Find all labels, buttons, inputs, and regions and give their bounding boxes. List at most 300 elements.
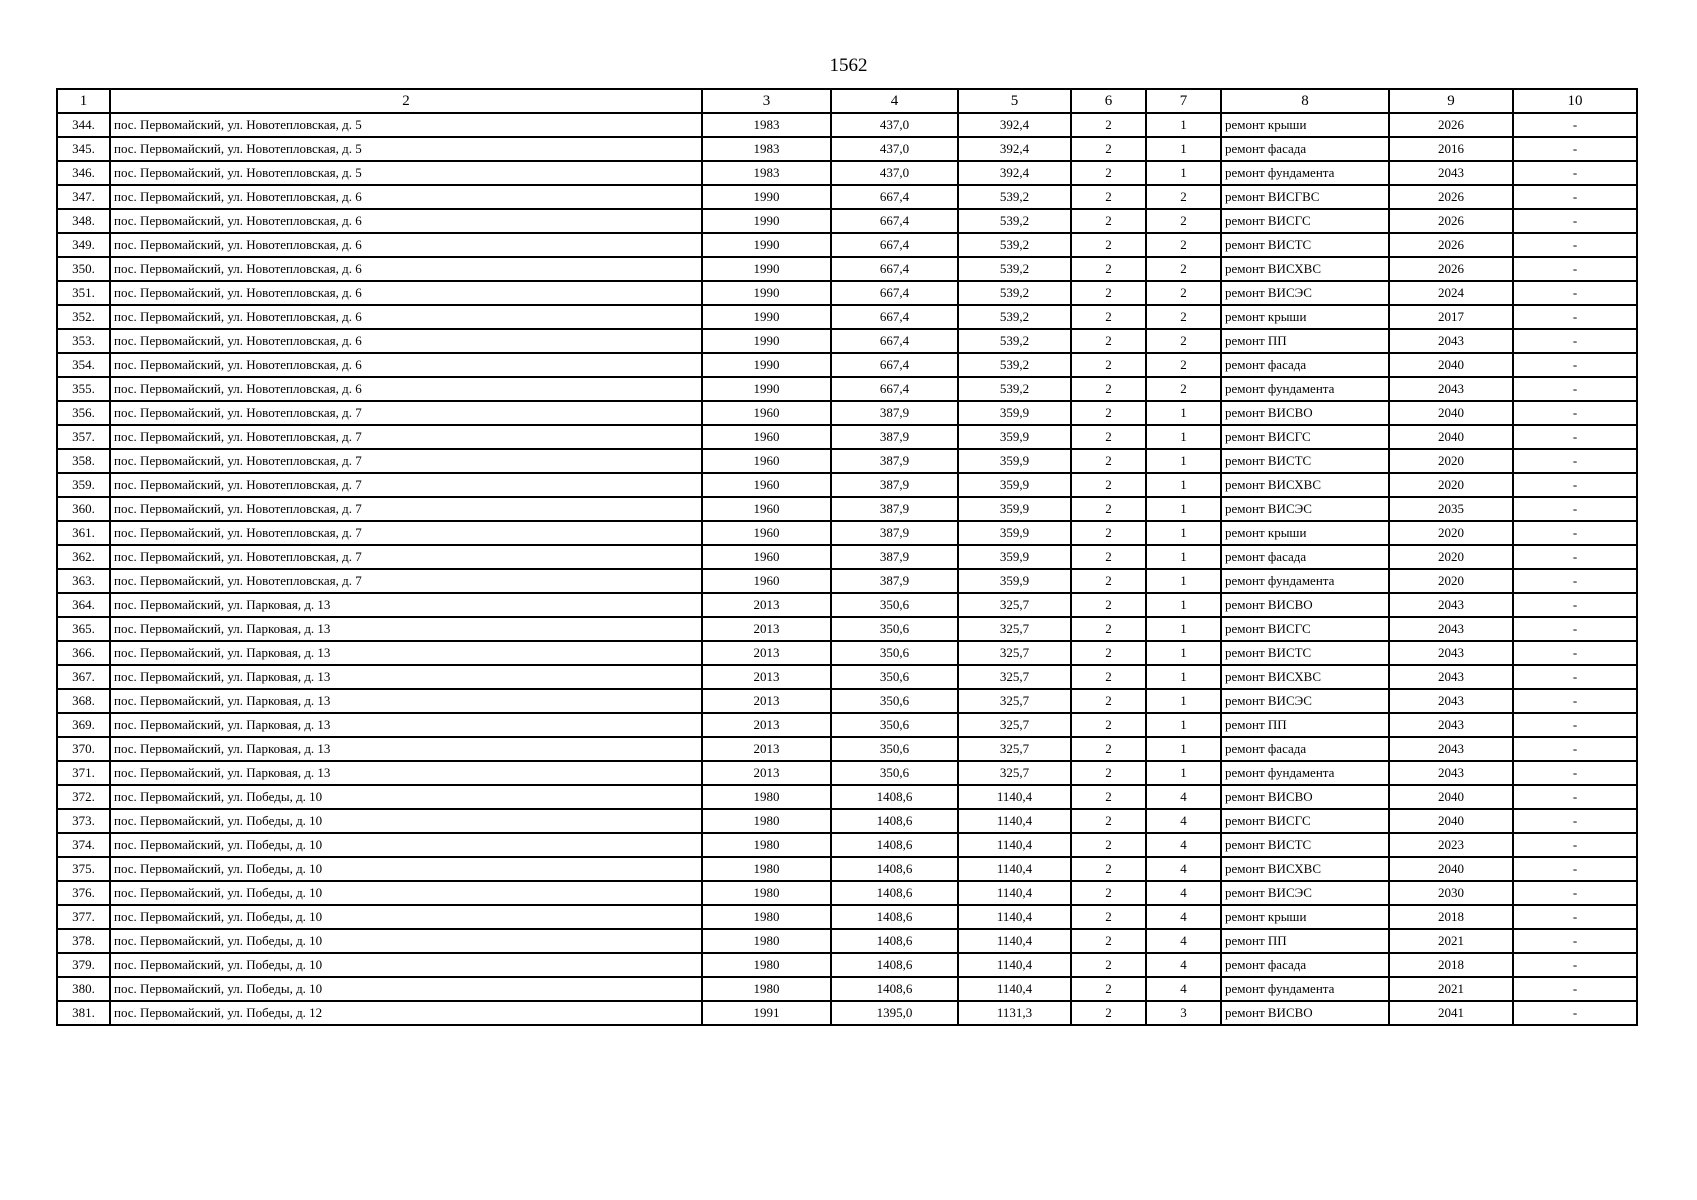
entrances-cell: 1 [1146, 665, 1221, 689]
note-cell: - [1513, 281, 1637, 305]
year-cell: 1960 [702, 401, 831, 425]
address-cell: пос. Первомайский, ул. Новотепловская, д. 5 [110, 137, 702, 161]
total-area-cell: 1408,6 [831, 857, 958, 881]
table-row [57, 881, 1637, 905]
column-header-7: 7 [1146, 89, 1221, 113]
floors-cell: 2 [1071, 1001, 1146, 1025]
total-area-cell: 350,6 [831, 713, 958, 737]
plan-year-cell: 2040 [1389, 857, 1513, 881]
plan-year-cell: 2018 [1389, 905, 1513, 929]
plan-year-cell: 2016 [1389, 137, 1513, 161]
row-number-cell: 378. [57, 929, 110, 953]
plan-year-cell: 2043 [1389, 617, 1513, 641]
note-cell: - [1513, 449, 1637, 473]
total-area-cell: 387,9 [831, 569, 958, 593]
address-cell: пос. Первомайский, ул. Новотепловская, д. 5 [110, 161, 702, 185]
table-row [57, 209, 1637, 233]
work-type-cell: ремонт ВИСГС [1221, 809, 1389, 833]
living-area-cell: 325,7 [958, 689, 1071, 713]
entrances-cell: 4 [1146, 881, 1221, 905]
row-number-cell: 363. [57, 569, 110, 593]
note-cell: - [1513, 161, 1637, 185]
note-cell: - [1513, 905, 1637, 929]
plan-year-cell: 2040 [1389, 809, 1513, 833]
row-number-cell: 374. [57, 833, 110, 857]
work-type-cell: ремонт крыши [1221, 113, 1389, 137]
year-cell: 1960 [702, 521, 831, 545]
address-cell: пос. Первомайский, ул. Парковая, д. 13 [110, 593, 702, 617]
table-row [57, 113, 1637, 137]
note-cell: - [1513, 953, 1637, 977]
floors-cell: 2 [1071, 449, 1146, 473]
work-type-cell: ремонт крыши [1221, 905, 1389, 929]
row-number-cell: 346. [57, 161, 110, 185]
note-cell: - [1513, 113, 1637, 137]
year-cell: 1980 [702, 905, 831, 929]
floors-cell: 2 [1071, 713, 1146, 737]
note-cell: - [1513, 257, 1637, 281]
floors-cell: 2 [1071, 905, 1146, 929]
living-area-cell: 539,2 [958, 281, 1071, 305]
address-cell: пос. Первомайский, ул. Новотепловская, д. 5 [110, 113, 702, 137]
note-cell: - [1513, 977, 1637, 1001]
row-number-cell: 367. [57, 665, 110, 689]
table-row [57, 809, 1637, 833]
year-cell: 1980 [702, 809, 831, 833]
living-area-cell: 539,2 [958, 305, 1071, 329]
floors-cell: 2 [1071, 137, 1146, 161]
address-cell: пос. Первомайский, ул. Победы, д. 10 [110, 953, 702, 977]
work-type-cell: ремонт ВИСГС [1221, 209, 1389, 233]
row-number-cell: 365. [57, 617, 110, 641]
entrances-cell: 2 [1146, 257, 1221, 281]
plan-year-cell: 2026 [1389, 209, 1513, 233]
total-area-cell: 350,6 [831, 689, 958, 713]
plan-year-cell: 2026 [1389, 185, 1513, 209]
address-cell: пос. Первомайский, ул. Новотепловская, д. 6 [110, 281, 702, 305]
entrances-cell: 1 [1146, 521, 1221, 545]
column-header-4: 4 [831, 89, 958, 113]
total-area-cell: 1408,6 [831, 809, 958, 833]
note-cell: - [1513, 713, 1637, 737]
entrances-cell: 4 [1146, 977, 1221, 1001]
table-header [57, 89, 1637, 113]
floors-cell: 2 [1071, 521, 1146, 545]
entrances-cell: 1 [1146, 425, 1221, 449]
total-area-cell: 1408,6 [831, 785, 958, 809]
page-number: 1562 [829, 55, 868, 76]
floors-cell: 2 [1071, 689, 1146, 713]
table-row [57, 785, 1637, 809]
note-cell: - [1513, 593, 1637, 617]
note-cell: - [1513, 353, 1637, 377]
living-area-cell: 1140,4 [958, 857, 1071, 881]
row-number-cell: 345. [57, 137, 110, 161]
total-area-cell: 350,6 [831, 737, 958, 761]
note-cell: - [1513, 185, 1637, 209]
note-cell: - [1513, 881, 1637, 905]
plan-year-cell: 2021 [1389, 977, 1513, 1001]
floors-cell: 2 [1071, 329, 1146, 353]
year-cell: 1990 [702, 329, 831, 353]
floors-cell: 2 [1071, 281, 1146, 305]
living-area-cell: 392,4 [958, 137, 1071, 161]
row-number-cell: 380. [57, 977, 110, 1001]
note-cell: - [1513, 209, 1637, 233]
address-cell: пос. Первомайский, ул. Победы, д. 10 [110, 881, 702, 905]
plan-year-cell: 2020 [1389, 521, 1513, 545]
note-cell: - [1513, 473, 1637, 497]
work-type-cell: ремонт ВИСГС [1221, 425, 1389, 449]
work-type-cell: ремонт крыши [1221, 305, 1389, 329]
living-area-cell: 392,4 [958, 113, 1071, 137]
table-row [57, 257, 1637, 281]
address-cell: пос. Первомайский, ул. Парковая, д. 13 [110, 737, 702, 761]
address-cell: пос. Первомайский, ул. Новотепловская, д. 7 [110, 521, 702, 545]
work-type-cell: ремонт ВИСВО [1221, 1001, 1389, 1025]
note-cell: - [1513, 305, 1637, 329]
floors-cell: 2 [1071, 305, 1146, 329]
address-cell: пос. Первомайский, ул. Парковая, д. 13 [110, 689, 702, 713]
entrances-cell: 2 [1146, 185, 1221, 209]
column-header-9: 9 [1389, 89, 1513, 113]
work-type-cell: ремонт ПП [1221, 713, 1389, 737]
entrances-cell: 2 [1146, 377, 1221, 401]
living-area-cell: 359,9 [958, 497, 1071, 521]
living-area-cell: 359,9 [958, 545, 1071, 569]
table-row [57, 713, 1637, 737]
year-cell: 1990 [702, 233, 831, 257]
row-number-cell: 347. [57, 185, 110, 209]
address-cell: пос. Первомайский, ул. Победы, д. 12 [110, 1001, 702, 1025]
table-row [57, 425, 1637, 449]
plan-year-cell: 2021 [1389, 929, 1513, 953]
living-area-cell: 359,9 [958, 473, 1071, 497]
floors-cell: 2 [1071, 977, 1146, 1001]
year-cell: 2013 [702, 761, 831, 785]
row-number-cell: 355. [57, 377, 110, 401]
plan-year-cell: 2017 [1389, 305, 1513, 329]
living-area-cell: 1140,4 [958, 809, 1071, 833]
floors-cell: 2 [1071, 401, 1146, 425]
year-cell: 1990 [702, 209, 831, 233]
table-row [57, 833, 1637, 857]
row-number-cell: 350. [57, 257, 110, 281]
total-area-cell: 667,4 [831, 257, 958, 281]
column-header-8: 8 [1221, 89, 1389, 113]
total-area-cell: 667,4 [831, 377, 958, 401]
table-row [57, 161, 1637, 185]
floors-cell: 2 [1071, 257, 1146, 281]
address-cell: пос. Первомайский, ул. Новотепловская, д. 6 [110, 329, 702, 353]
row-number-cell: 356. [57, 401, 110, 425]
table-row [57, 737, 1637, 761]
plan-year-cell: 2043 [1389, 737, 1513, 761]
floors-cell: 2 [1071, 425, 1146, 449]
row-number-cell: 359. [57, 473, 110, 497]
floors-cell: 2 [1071, 617, 1146, 641]
row-number-cell: 366. [57, 641, 110, 665]
table-row [57, 185, 1637, 209]
row-number-cell: 351. [57, 281, 110, 305]
plan-year-cell: 2043 [1389, 641, 1513, 665]
plan-year-cell: 2040 [1389, 401, 1513, 425]
address-cell: пос. Первомайский, ул. Новотепловская, д. 6 [110, 257, 702, 281]
entrances-cell: 4 [1146, 785, 1221, 809]
work-type-cell: ремонт ВИСХВС [1221, 857, 1389, 881]
living-area-cell: 539,2 [958, 257, 1071, 281]
address-cell: пос. Первомайский, ул. Новотепловская, д. 6 [110, 353, 702, 377]
living-area-cell: 1140,4 [958, 977, 1071, 1001]
column-header-6: 6 [1071, 89, 1146, 113]
table-row [57, 233, 1637, 257]
note-cell: - [1513, 233, 1637, 257]
address-cell: пос. Первомайский, ул. Новотепловская, д. 6 [110, 209, 702, 233]
living-area-cell: 1140,4 [958, 929, 1071, 953]
living-area-cell: 359,9 [958, 449, 1071, 473]
year-cell: 1960 [702, 545, 831, 569]
entrances-cell: 4 [1146, 953, 1221, 977]
entrances-cell: 1 [1146, 713, 1221, 737]
row-number-cell: 348. [57, 209, 110, 233]
work-type-cell: ремонт ПП [1221, 329, 1389, 353]
living-area-cell: 1140,4 [958, 953, 1071, 977]
address-cell: пос. Первомайский, ул. Парковая, д. 13 [110, 641, 702, 665]
floors-cell: 2 [1071, 185, 1146, 209]
year-cell: 1983 [702, 137, 831, 161]
plan-year-cell: 2018 [1389, 953, 1513, 977]
row-number-cell: 373. [57, 809, 110, 833]
floors-cell: 2 [1071, 161, 1146, 185]
year-cell: 1990 [702, 353, 831, 377]
table-row [57, 977, 1637, 1001]
row-number-cell: 372. [57, 785, 110, 809]
work-type-cell: ремонт ВИСХВС [1221, 665, 1389, 689]
year-cell: 1980 [702, 785, 831, 809]
plan-year-cell: 2020 [1389, 449, 1513, 473]
row-number-cell: 377. [57, 905, 110, 929]
table-row [57, 281, 1637, 305]
work-type-cell: ремонт ВИСЭС [1221, 689, 1389, 713]
plan-year-cell: 2030 [1389, 881, 1513, 905]
row-number-cell: 381. [57, 1001, 110, 1025]
floors-cell: 2 [1071, 641, 1146, 665]
register-table [56, 88, 1638, 1026]
note-cell: - [1513, 665, 1637, 689]
address-cell: пос. Первомайский, ул. Парковая, д. 13 [110, 665, 702, 689]
plan-year-cell: 2020 [1389, 545, 1513, 569]
living-area-cell: 1140,4 [958, 881, 1071, 905]
work-type-cell: ремонт ВИСГВС [1221, 185, 1389, 209]
address-cell: пос. Первомайский, ул. Победы, д. 10 [110, 809, 702, 833]
work-type-cell: ремонт фасада [1221, 137, 1389, 161]
entrances-cell: 1 [1146, 737, 1221, 761]
row-number-cell: 375. [57, 857, 110, 881]
year-cell: 1980 [702, 977, 831, 1001]
floors-cell: 2 [1071, 569, 1146, 593]
total-area-cell: 350,6 [831, 665, 958, 689]
row-number-cell: 354. [57, 353, 110, 377]
total-area-cell: 1408,6 [831, 881, 958, 905]
living-area-cell: 539,2 [958, 233, 1071, 257]
entrances-cell: 2 [1146, 281, 1221, 305]
entrances-cell: 1 [1146, 161, 1221, 185]
work-type-cell: ремонт фундамента [1221, 377, 1389, 401]
column-header-1: 1 [57, 89, 110, 113]
floors-cell: 2 [1071, 833, 1146, 857]
total-area-cell: 387,9 [831, 449, 958, 473]
table-row [57, 665, 1637, 689]
year-cell: 1980 [702, 929, 831, 953]
address-cell: пос. Первомайский, ул. Новотепловская, д. 7 [110, 545, 702, 569]
year-cell: 1990 [702, 257, 831, 281]
address-cell: пос. Первомайский, ул. Победы, д. 10 [110, 785, 702, 809]
row-number-cell: 379. [57, 953, 110, 977]
table-row [57, 137, 1637, 161]
table-body [57, 113, 1637, 1025]
work-type-cell: ремонт ВИСВО [1221, 593, 1389, 617]
note-cell: - [1513, 569, 1637, 593]
row-number-cell: 353. [57, 329, 110, 353]
year-cell: 1990 [702, 281, 831, 305]
total-area-cell: 437,0 [831, 137, 958, 161]
floors-cell: 2 [1071, 953, 1146, 977]
living-area-cell: 359,9 [958, 521, 1071, 545]
plan-year-cell: 2023 [1389, 833, 1513, 857]
entrances-cell: 3 [1146, 1001, 1221, 1025]
row-number-cell: 357. [57, 425, 110, 449]
address-cell: пос. Первомайский, ул. Парковая, д. 13 [110, 761, 702, 785]
address-cell: пос. Первомайский, ул. Новотепловская, д. 6 [110, 185, 702, 209]
plan-year-cell: 2043 [1389, 377, 1513, 401]
note-cell: - [1513, 401, 1637, 425]
table-row [57, 905, 1637, 929]
note-cell: - [1513, 761, 1637, 785]
living-area-cell: 325,7 [958, 641, 1071, 665]
note-cell: - [1513, 329, 1637, 353]
row-number-cell: 349. [57, 233, 110, 257]
year-cell: 2013 [702, 617, 831, 641]
entrances-cell: 1 [1146, 113, 1221, 137]
entrances-cell: 4 [1146, 929, 1221, 953]
address-cell: пос. Первомайский, ул. Победы, д. 10 [110, 857, 702, 881]
row-number-cell: 364. [57, 593, 110, 617]
plan-year-cell: 2026 [1389, 113, 1513, 137]
entrances-cell: 2 [1146, 209, 1221, 233]
living-area-cell: 539,2 [958, 185, 1071, 209]
row-number-cell: 368. [57, 689, 110, 713]
total-area-cell: 667,4 [831, 329, 958, 353]
plan-year-cell: 2026 [1389, 257, 1513, 281]
work-type-cell: ремонт ВИСТС [1221, 833, 1389, 857]
living-area-cell: 325,7 [958, 665, 1071, 689]
table-row [57, 545, 1637, 569]
note-cell: - [1513, 497, 1637, 521]
address-cell: пос. Первомайский, ул. Победы, д. 10 [110, 977, 702, 1001]
total-area-cell: 350,6 [831, 617, 958, 641]
work-type-cell: ремонт фундамента [1221, 761, 1389, 785]
total-area-cell: 387,9 [831, 401, 958, 425]
floors-cell: 2 [1071, 209, 1146, 233]
note-cell: - [1513, 833, 1637, 857]
work-type-cell: ремонт фундамента [1221, 161, 1389, 185]
year-cell: 2013 [702, 713, 831, 737]
work-type-cell: ремонт ВИСХВС [1221, 257, 1389, 281]
entrances-cell: 1 [1146, 497, 1221, 521]
living-area-cell: 325,7 [958, 761, 1071, 785]
row-number-cell: 370. [57, 737, 110, 761]
column-header-2: 2 [110, 89, 702, 113]
year-cell: 1990 [702, 185, 831, 209]
address-cell: пос. Первомайский, ул. Победы, д. 10 [110, 833, 702, 857]
table-row [57, 1001, 1637, 1025]
entrances-cell: 4 [1146, 833, 1221, 857]
floors-cell: 2 [1071, 761, 1146, 785]
address-cell: пос. Первомайский, ул. Новотепловская, д. 6 [110, 305, 702, 329]
table-row [57, 761, 1637, 785]
total-area-cell: 1408,6 [831, 953, 958, 977]
note-cell: - [1513, 137, 1637, 161]
work-type-cell: ремонт ВИСВО [1221, 785, 1389, 809]
row-number-cell: 360. [57, 497, 110, 521]
total-area-cell: 350,6 [831, 641, 958, 665]
floors-cell: 2 [1071, 809, 1146, 833]
living-area-cell: 325,7 [958, 713, 1071, 737]
year-cell: 1980 [702, 833, 831, 857]
year-cell: 1980 [702, 881, 831, 905]
table-row [57, 473, 1637, 497]
living-area-cell: 359,9 [958, 569, 1071, 593]
work-type-cell: ремонт ВИСЭС [1221, 497, 1389, 521]
living-area-cell: 539,2 [958, 353, 1071, 377]
row-number-cell: 352. [57, 305, 110, 329]
plan-year-cell: 2040 [1389, 353, 1513, 377]
year-cell: 1983 [702, 161, 831, 185]
note-cell: - [1513, 785, 1637, 809]
column-header-10: 10 [1513, 89, 1637, 113]
table-row [57, 617, 1637, 641]
address-cell: пос. Первомайский, ул. Новотепловская, д. 7 [110, 425, 702, 449]
year-cell: 1983 [702, 113, 831, 137]
entrances-cell: 2 [1146, 305, 1221, 329]
total-area-cell: 667,4 [831, 233, 958, 257]
work-type-cell: ремонт фасада [1221, 545, 1389, 569]
floors-cell: 2 [1071, 377, 1146, 401]
note-cell: - [1513, 689, 1637, 713]
plan-year-cell: 2041 [1389, 1001, 1513, 1025]
year-cell: 2013 [702, 641, 831, 665]
table-row [57, 953, 1637, 977]
work-type-cell: ремонт фасада [1221, 353, 1389, 377]
table-row [57, 569, 1637, 593]
floors-cell: 2 [1071, 233, 1146, 257]
address-cell: пос. Первомайский, ул. Парковая, д. 13 [110, 617, 702, 641]
address-cell: пос. Первомайский, ул. Новотепловская, д. 7 [110, 497, 702, 521]
total-area-cell: 667,4 [831, 185, 958, 209]
entrances-cell: 1 [1146, 473, 1221, 497]
address-cell: пос. Первомайский, ул. Победы, д. 10 [110, 905, 702, 929]
row-number-cell: 361. [57, 521, 110, 545]
column-header-3: 3 [702, 89, 831, 113]
plan-year-cell: 2024 [1389, 281, 1513, 305]
year-cell: 1960 [702, 497, 831, 521]
living-area-cell: 1140,4 [958, 785, 1071, 809]
year-cell: 1990 [702, 305, 831, 329]
work-type-cell: ремонт ВИСХВС [1221, 473, 1389, 497]
floors-cell: 2 [1071, 737, 1146, 761]
entrances-cell: 4 [1146, 809, 1221, 833]
table-row [57, 593, 1637, 617]
